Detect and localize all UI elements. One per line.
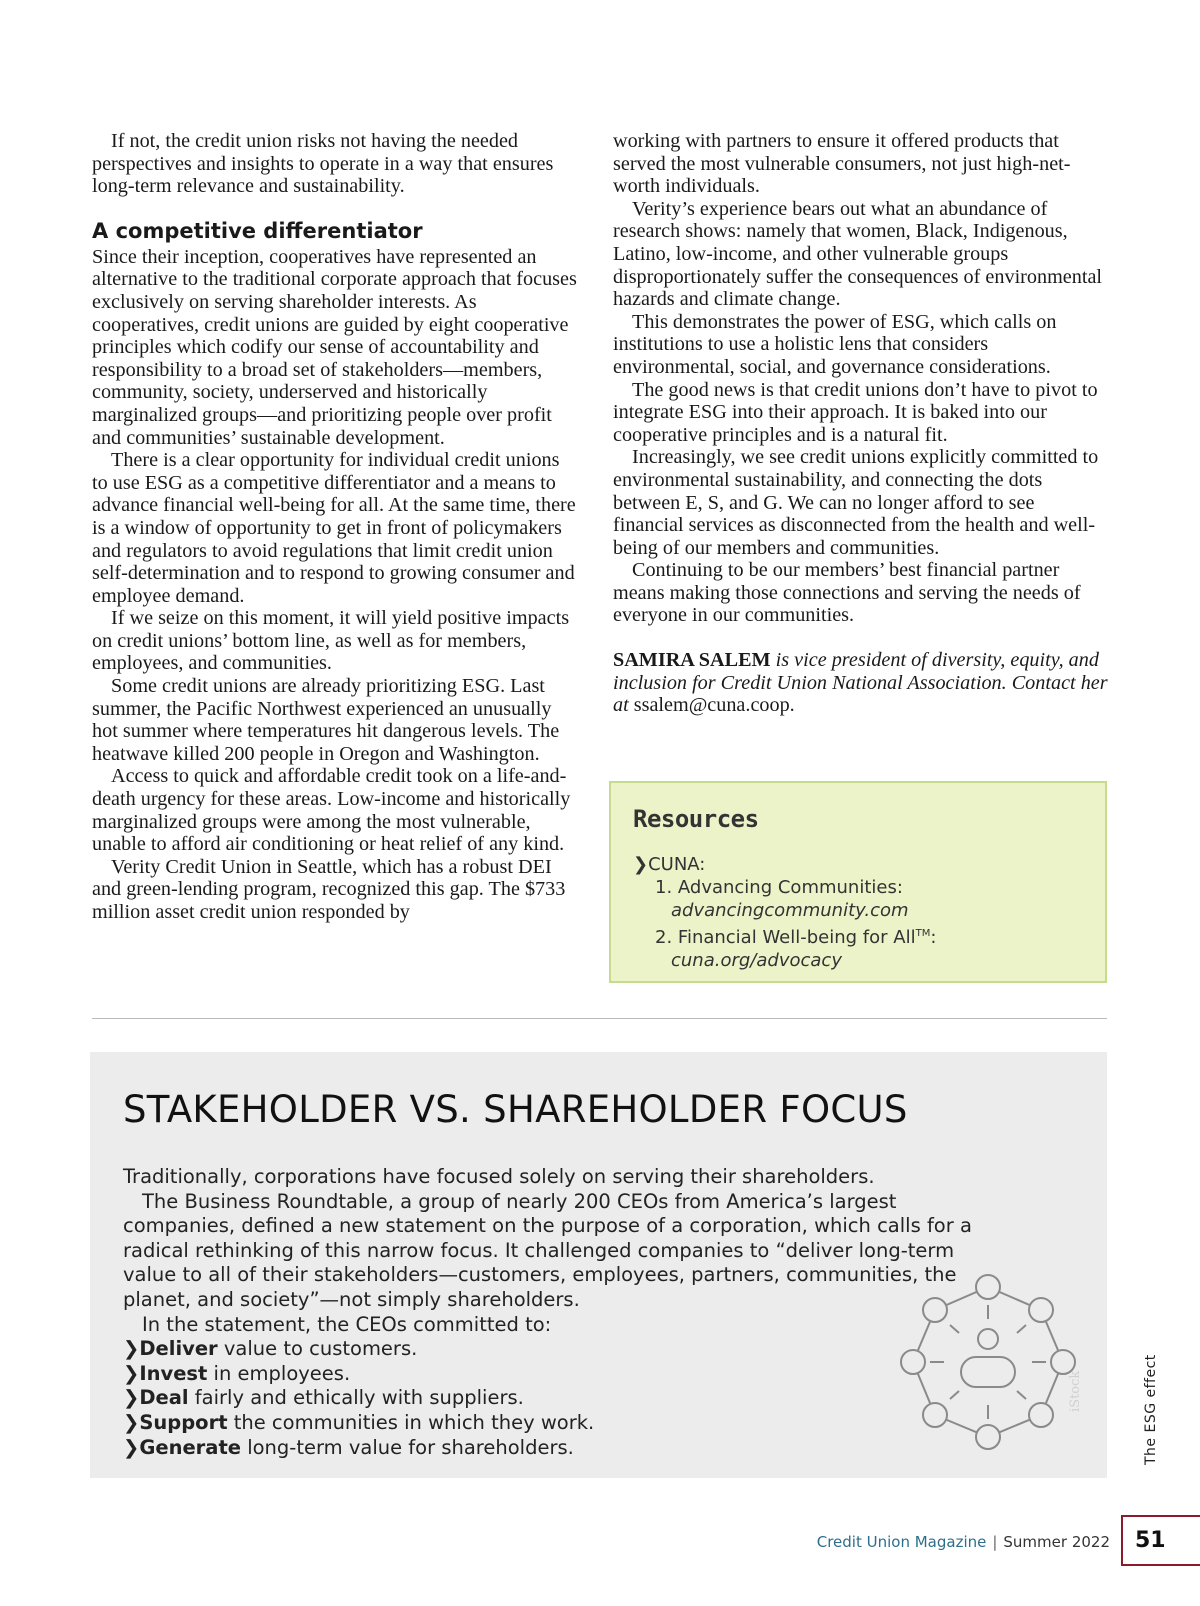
article-paragraph: Since their inception, cooperatives have represented an alternative to the traditional corporate approach that focuses exclusively on serving shareholder interests. As cooperatives, credit unions are guided by eight cooperative principles which codify our sense of accountability and responsibility to a broad set of stakeholders—members, community, society, underserved and historically marginalized groups—and prioritizing people over profit and communities’ sustainable development. bbox=[92, 245, 577, 449]
resource-item-suffix: : bbox=[930, 927, 937, 948]
bullet-text: value to customers. bbox=[217, 1337, 418, 1361]
stakeholder-sidebar bbox=[90, 1052, 1107, 1478]
article-paragraph: Increasingly, we see credit unions explicitly committed to environmental sustainability, and connecting the dots between E, S, and G. We can no longer afford to see financial services as disconnected from the health and well-being of our members and communities. bbox=[613, 446, 1099, 559]
chevron-right-icon: ❯ bbox=[633, 854, 649, 875]
right-column bbox=[613, 130, 1109, 717]
bullet-bold: Deliver bbox=[139, 1337, 218, 1361]
article-paragraph: The good news is that credit unions don’t have to pivot to integrate ESG into their approach. It is baked into our cooperative principles and is a natural fit. bbox=[613, 378, 1098, 446]
resource-item-label: 1. Advancing Communities: bbox=[655, 877, 903, 898]
bullet-text: the communities in which they work. bbox=[227, 1410, 595, 1434]
resources-box bbox=[609, 781, 1107, 983]
article-paragraph: working with partners to ensure it offered products that served the most vulnerable consumers, not just high-net-worth individuals. bbox=[613, 130, 1071, 198]
section-side-label: The ESG effect bbox=[1143, 1354, 1159, 1465]
article-paragraph: Continuing to be our members’ best financial partner means making those connections and serving the needs of everyone in our communities. bbox=[613, 559, 1081, 627]
chevron-right-icon: ❯ bbox=[123, 1337, 140, 1361]
bullet-bold: Invest bbox=[139, 1361, 208, 1385]
article-paragraph: Some credit unions are already prioritizing ESG. Last summer, the Pacific Northwest experienced an unusually hot summer where temperatures hit dangerous levels. The heatwave killed 200 people in Oregon and Washington. bbox=[92, 675, 560, 765]
resources-title: Resources bbox=[633, 805, 759, 833]
article-paragraph: Verity Credit Union in Seattle, which has a robust DEI and green-lending program, recognized this gap. The $733 million asset credit union responded by bbox=[92, 855, 566, 923]
sidebar-paragraph: The Business Roundtable, a group of nearly 200 CEOs from America’s largest companies, defined a new statement on the purpose of a corporation, which calls for a radical rethinking of this narrow focus. It challenged companies to “deliver long-term value to all of their stakeholders—customers, employees, partners, communities, the planet, and society”—not simply shareholders. bbox=[123, 1189, 972, 1311]
sidebar-title: STAKEHOLDER VS. SHAREHOLDER FOCUS bbox=[123, 1088, 908, 1131]
stakeholder-network-icon bbox=[878, 1267, 1098, 1472]
author-bio bbox=[613, 649, 1109, 717]
resource-item-label bbox=[633, 922, 1083, 949]
sidebar-paragraph: In the statement, the CEOs committed to: bbox=[142, 1312, 552, 1336]
issue-date: Summer 2022 bbox=[1003, 1533, 1110, 1551]
bullet-bold: Deal bbox=[139, 1386, 189, 1410]
bullet-text: in employees. bbox=[207, 1361, 351, 1385]
chevron-right-icon: ❯ bbox=[123, 1410, 140, 1434]
section-heading: A competitive differentiator bbox=[92, 218, 423, 243]
article-paragraph: This demonstrates the power of ESG, which calls on institutions to use a holistic lens that considers environmental, social, and governance considerations. bbox=[613, 310, 1057, 378]
photo-credit: iStock bbox=[1068, 1370, 1083, 1412]
article-paragraph: If not, the credit union risks not having the needed perspectives and insights to operate in a way that ensures long-term relevance and sustainability. bbox=[92, 130, 554, 198]
magazine-name: Credit Union Magazine bbox=[816, 1533, 987, 1551]
author-name: SAMIRA SALEM bbox=[613, 649, 771, 672]
chevron-right-icon: ❯ bbox=[123, 1435, 140, 1459]
article-paragraph: Access to quick and affordable credit took on a life-and-death urgency for these areas. Low-income and historically marginalized groups were among the most vulnerable, unable to afford air conditioning or heat relief of any kind. bbox=[92, 765, 571, 856]
author-email[interactable]: ssalem@cuna.coop. bbox=[628, 694, 795, 717]
resource-item-text: 2. Financial Well-being for All bbox=[655, 927, 916, 948]
bullet-text: fairly and ethically with suppliers. bbox=[188, 1386, 524, 1410]
article-paragraph: Verity’s experience bears out what an abundance of research shows: namely that women, Black, Indigenous, Latino, low-income, and other vulnerable groups disproportionately suffer the consequences of environmental hazards and climate change. bbox=[613, 197, 1103, 311]
resource-link[interactable]: cuna.org/advocacy bbox=[671, 950, 842, 971]
bullet-bold: Generate bbox=[139, 1435, 242, 1459]
resources-group-label: CUNA: bbox=[648, 854, 706, 875]
page-footer bbox=[700, 1533, 1110, 1551]
author-description: is vice president of diversity, equity, and inclusion for Credit Union National Association. Contact her at bbox=[613, 649, 1108, 717]
chevron-right-icon: ❯ bbox=[123, 1386, 140, 1410]
article-paragraph: If we seize on this moment, it will yield positive impacts on credit unions’ bottom line, as well as for members, employees, and communities. bbox=[92, 607, 570, 675]
resource-link[interactable]: advancingcommunity.com bbox=[671, 900, 909, 921]
resources-group bbox=[633, 853, 1083, 876]
chevron-right-icon: ❯ bbox=[123, 1361, 140, 1385]
trademark-mark: TM bbox=[915, 928, 931, 939]
article-paragraph: There is a clear opportunity for individual credit unions to use ESG as a competitive differentiator and a means to advance financial well-being for all. At the same time, there is a window of opportunity to get in front of policymakers and regulators to avoid regulations that limit credit union self-determination and to respond to growing consumer and employee demand. bbox=[92, 449, 576, 607]
bullet-text: long-term value for shareholders. bbox=[241, 1435, 574, 1459]
footer-separator: | bbox=[992, 1533, 998, 1551]
left-column bbox=[92, 130, 580, 924]
page-number: 51 bbox=[1121, 1515, 1200, 1566]
section-divider bbox=[92, 1018, 1107, 1019]
bullet-bold: Support bbox=[139, 1410, 228, 1434]
sidebar-paragraph: Traditionally, corporations have focused solely on serving their shareholders. bbox=[123, 1165, 875, 1188]
